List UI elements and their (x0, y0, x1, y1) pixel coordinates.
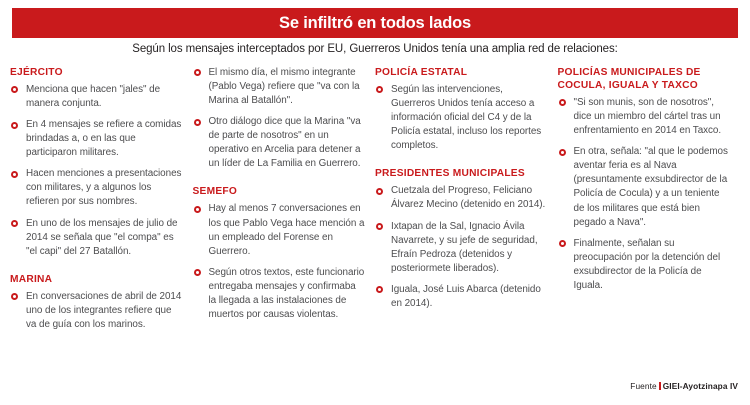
bullet-list (10, 83, 183, 259)
list-item-text: Según las intervenciones, Guerreros Unidos tenía acceso a información oficial del C4 y de la Policía estatal, incluso los reportes completos. (391, 84, 542, 152)
ring-bullet-icon (11, 86, 18, 93)
ring-bullet-icon (376, 188, 383, 195)
list-item-text: Según otros textos, este funcionario entregaba mensajes y confirmaba la llegada a las instalaciones de muertos por causas violentas. (208, 266, 365, 320)
list-item-text: Hay al menos 7 conversaciones en los que Pablo Vega hace mención a un empleado del Forense en Guerrero. (208, 203, 365, 257)
ring-bullet-icon (11, 122, 18, 129)
section-policia-estatal (375, 66, 548, 153)
ring-bullet-icon (559, 99, 566, 106)
section-heading: POLICÍAS MUNICIPALES DE COCULA, IGUALA Y TAXCO (557, 67, 701, 92)
list-item (10, 290, 183, 332)
list-item-text: En conversaciones de abril de 2014 uno de los integrantes refiere que va de guía con los marinos. (26, 290, 182, 330)
bullet-list (193, 66, 366, 171)
columns-container (10, 66, 740, 366)
column-2 (193, 66, 376, 366)
section-presidentes-municipales (375, 167, 548, 311)
ring-bullet-icon (194, 119, 201, 126)
subtitle: Según los mensajes interceptados por EU, Guerreros Unidos tenía una amplia red de relaciones: (132, 43, 618, 55)
section-semefo (193, 185, 366, 322)
page-title: Se infiltró en todos lados (279, 13, 471, 32)
section-heading: SEMEFO (192, 186, 238, 198)
source-label: Fuente (630, 381, 657, 391)
list-item-text: Menciona que hacen "jales" de manera conjunta. (26, 84, 161, 110)
section-heading: POLICÍA ESTATAL (375, 67, 468, 78)
list-item (375, 283, 548, 311)
bullet-list (375, 184, 548, 311)
ring-bullet-icon (194, 206, 201, 213)
ring-bullet-icon (376, 86, 383, 93)
list-item (375, 184, 548, 212)
section-marina-continued (193, 66, 366, 171)
list-item (193, 202, 366, 258)
ring-bullet-icon (11, 293, 18, 300)
column-1 (10, 66, 193, 366)
bullet-list (558, 96, 731, 293)
list-item-text: Otro diálogo dice que la Marina "va de parte de nosotros" en un operativo en Arcelia para detener a un líder de La Familia en Guerrero. (208, 116, 361, 170)
bullet-list (193, 202, 366, 322)
list-item-text: En 4 mensajes se refiere a comidas brindadas a, o en las que participaron militares. (26, 119, 182, 159)
list-item-text: "Si son munis, son de nosotros", dice un miembro del cártel tras un enfrentamiento en 2014 en Taxco. (573, 97, 722, 137)
list-item (193, 66, 366, 108)
source-attribution (630, 381, 738, 391)
section-marina (10, 273, 183, 332)
list-item (10, 217, 183, 259)
ring-bullet-icon (376, 286, 383, 293)
ring-bullet-icon (559, 240, 566, 247)
list-item (10, 167, 183, 209)
list-item (375, 83, 548, 153)
list-item (558, 96, 731, 138)
list-item-text: El mismo día, el mismo integrante (Pablo Vega) refiere que "va con la Marina al Batallón". (208, 67, 360, 107)
list-item (10, 118, 183, 160)
section-heading: MARINA (10, 273, 53, 285)
list-item-text: Ixtapan de la Sal, Ignacio Ávila Navarrete, y su jefe de seguridad, Efraín Pedroza (detenidos y posteriormete liberados). (391, 220, 538, 274)
ring-bullet-icon (194, 69, 201, 76)
list-item (193, 115, 366, 171)
list-item (193, 266, 366, 322)
ring-bullet-icon (559, 149, 566, 156)
ring-bullet-icon (376, 223, 383, 230)
column-4 (558, 66, 741, 366)
source-value: GIEI-Ayotzinapa IV (662, 381, 738, 391)
list-item-text: Cuetzala del Progreso, Feliciano Álvarez Mecino (detenido en 2014). (391, 185, 546, 211)
section-policias-municipales (558, 66, 731, 293)
title-bar (12, 8, 738, 38)
list-item-text: En otra, señala: "al que le podemos aventar feria es al Nava (presuntamente exsubdirector de la Policía de Cocula) y a un teniente de los militares que está bien pegado a Nava". (573, 146, 728, 228)
bullet-list (375, 83, 548, 153)
source-separator-icon (659, 382, 661, 390)
list-item-text: Iguala, José Luis Abarca (detenido en 2014). (391, 283, 541, 309)
bullet-list (10, 290, 183, 332)
list-item (558, 237, 731, 293)
column-3 (375, 66, 558, 366)
list-item (10, 83, 183, 111)
list-item-text: En uno de los mensajes de julio de 2014 se señala que "el compa" es "el capi" del 27 Batallón. (26, 217, 178, 257)
ring-bullet-icon (11, 220, 18, 227)
section-heading: EJÉRCITO (10, 67, 63, 78)
list-item-text: Finalmente, señalan su preocupación por la detención del exsubdirector de la Policía de Iguala. (573, 237, 721, 291)
list-item (558, 145, 731, 229)
section-ejercito (10, 66, 183, 259)
list-item (375, 220, 548, 276)
ring-bullet-icon (194, 269, 201, 276)
ring-bullet-icon (11, 171, 18, 178)
list-item-text: Hacen menciones a presentaciones con militares, y a algunos los refieren por sus nombres. (26, 168, 182, 208)
section-heading: PRESIDENTES MUNICIPALES (375, 168, 525, 180)
